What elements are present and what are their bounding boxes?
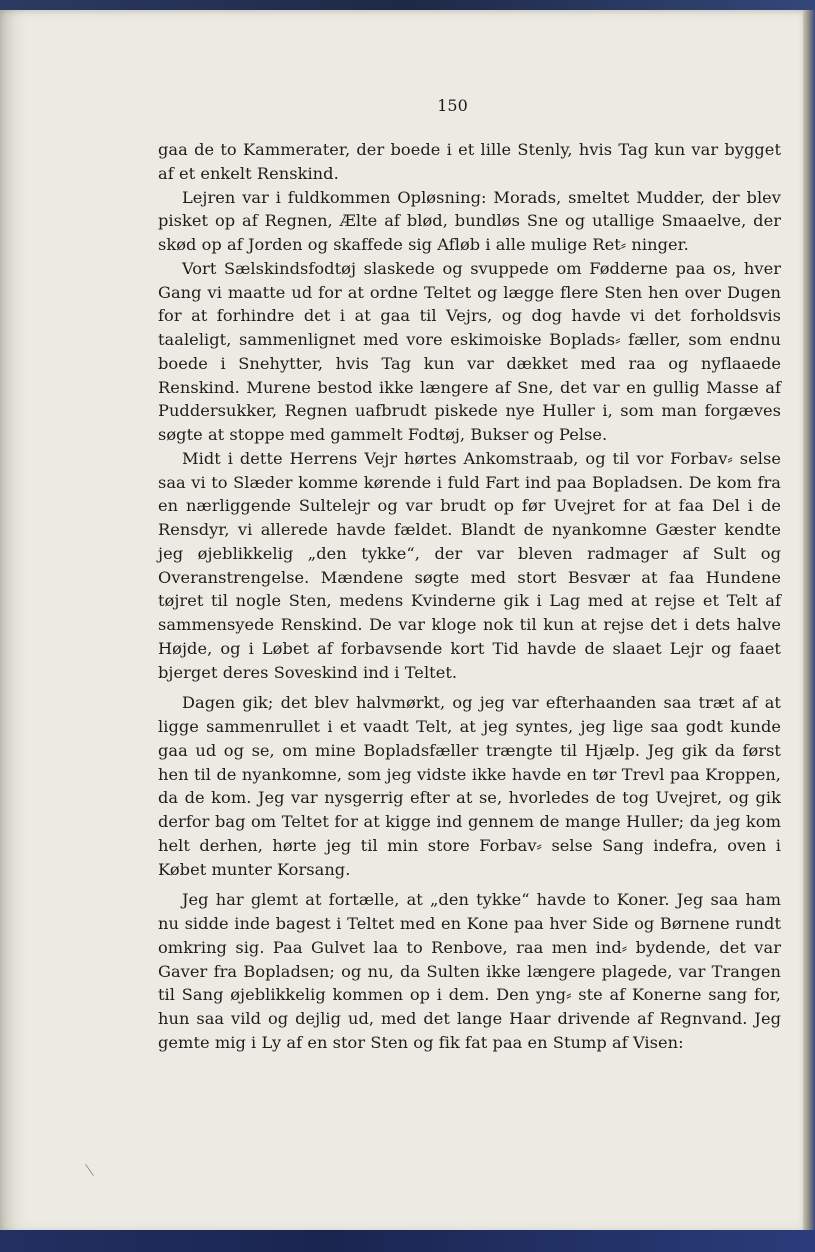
body-text (158, 138, 781, 1055)
page-right-edge (803, 10, 815, 1230)
paragraph-2: Lejren var i fuldkommen Opløsning: Morads, smeltet Mudder, der blev pisket op af Regnen, Ælte af blød, bundløs Sne og utallige Smaaelve, der skød op af Jorden og skaffede sig Afløb i alle mulige Ret⸗ ninger. (158, 187, 781, 254)
paragraph-4: Midt i dette Herrens Vejr hørtes Ankomstraab, og til vor Forbav⸗ selse saa vi to Slæder komme kørende i fuld Fart ind paa Bopladsen. De kom fra en nærliggende Sultelejr og var brudt op før Uvejret for at faa Del i de Rensdyr, vi allerede havde fældet. Blandt de nyankomne Gæster kendte jeg øjeblikkelig „den tykke“, der var bleven radmager af Sult og Overanstrengelse. Mændene søgte med stort Besvær at faa Hundene tøjret til nogle Sten, medens Kvinderne gik i Lag med at rejse et Telt af sammensyede Renskind. De var kloge nok til kun at rejse det i dets halve Højde, og i Løbet af forbavsende kort Tid havde de slaaet Lejr og faaet bjerget deres Soveskind ind i Teltet. (158, 448, 781, 682)
scan-bottom-border (0, 1230, 815, 1252)
paragraph-1: gaa de to Kammerater, der boede i et lille Stenly, hvis Tag kun var bygget af et enkelt Renskind. (158, 140, 781, 183)
paragraph-6: Jeg har glemt at fortælle, at „den tykke“ havde to Koner. Jeg saa ham nu sidde inde bagest i Teltet med en Kone paa hver Side og Børnene rundt omkring sig. Paa Gulvet laa to Renbove, raa men ind⸗ bydende, det var Gaver fra Bopladsen; og nu, da Sulten ikke længere plagede, var Trangen til Sang øjeblikkelig kommen op i dem. Den yng⸗ ste af Konerne sang for, hun saa vild og dejlig ud, med det lange Haar drivende af Regnvand. Jeg gemte mig i Ly af en stor Sten og fik fat paa en Stump af Visen: (158, 890, 781, 1052)
page-number: 150 (437, 96, 468, 115)
paragraph-3: Vort Sælskindsfodtøj slaskede og svuppede om Fødderne paa os, hver Gang vi maatte ud for at ordne Teltet og lægge flere Sten hen over Dugen for at forhindre det i at gaa til Vejrs, og dog havde vi det forholdsvis taaleligt, sammenlignet med vore eskimoiske Boplads⸗ fæller, som endnu boede i Snehytter, hvis Tag kun var dækket med raa og nyflaaede Renskind. Murene bestod ikke længere af Sne, det var en gullig Masse af Puddersukker, Regnen uafbrudt piskede nye Huller i, som man forgæves søgte at stoppe med gammelt Fodtøj, Bukser og Pelse. (158, 258, 781, 444)
page-speck-mark (85, 1158, 102, 1176)
book-page (0, 10, 803, 1230)
scan-top-border (0, 0, 815, 10)
paragraph-5: Dagen gik; det blev halvmørkt, og jeg var efterhaanden saa træt af at ligge sammenrullet i et vaadt Telt, at jeg syntes, jeg lige saa godt kunde gaa ud og se, om mine Bopladsfæller trængte til Hjælp. Jeg gik da først hen til de nyankomne, som jeg vidste ikke havde en tør Trevl paa Kroppen, da de kom. Jeg var nysgerrig efter at se, hvorledes de tog Uvejret, og gik derfor bag om Teltet for at kigge ind gennem de mange Huller; da jeg kom helt derhen, hørte jeg til min store Forbav⸗ selse Sang indefra, oven i Købet munter Korsang. (158, 693, 781, 879)
